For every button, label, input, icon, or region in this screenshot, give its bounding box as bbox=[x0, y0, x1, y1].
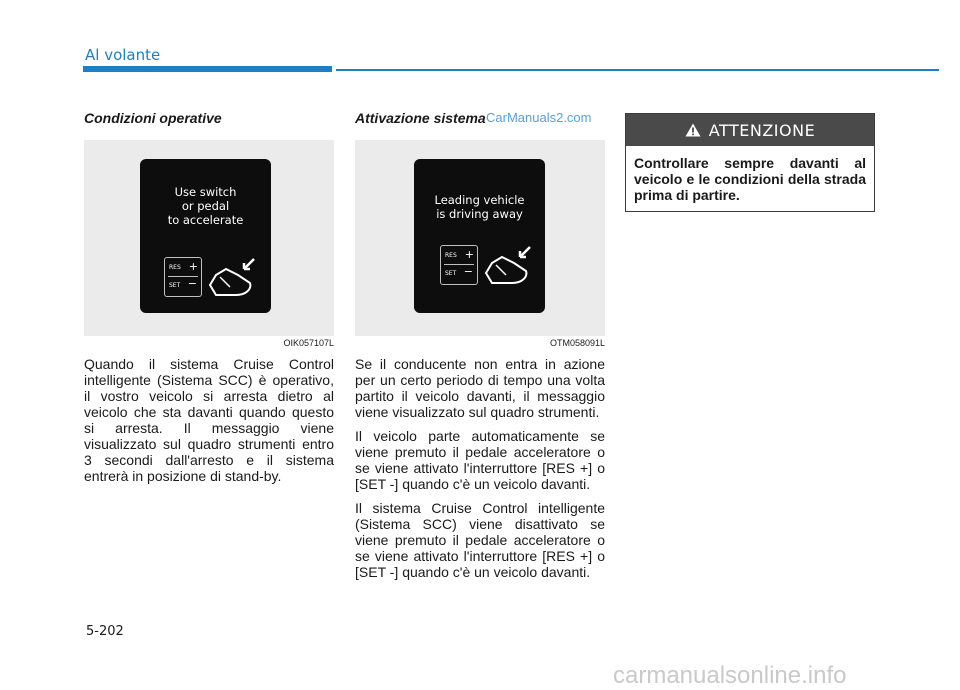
section-heading: Condizioni operative bbox=[84, 110, 222, 126]
page-number: 5-202 bbox=[86, 624, 124, 639]
body-paragraph: Il veicolo parte automaticamente se viene premuto il pedale acceleratore o se viene attivato l'interruttore [RES +] o [SET -] quando c'è un veicolo davanti. bbox=[355, 428, 605, 492]
section-heading: Attivazione sistema bbox=[355, 110, 486, 126]
cluster-display bbox=[140, 159, 271, 313]
header-rule-thin bbox=[336, 69, 939, 71]
switch-res-label: RES bbox=[169, 264, 181, 271]
foot-pedal-icon bbox=[482, 243, 538, 287]
body-paragraph: Quando il sistema Cruise Control intelligente (Sistema SCC) è operativo, il vostro veicolo si arresta dietro al veicolo che sta davanti quando questo si arresta. Il messaggio viene visualizzato sul quadro strumenti entro 3 secondi dall'arresto e il sistema entrerà in posizione di stand-by. bbox=[84, 356, 334, 484]
watermark-top: CarManuals2.com bbox=[486, 110, 592, 125]
figure-code: OTM058091L bbox=[549, 338, 605, 348]
figure-code: OIK057107L bbox=[283, 338, 334, 348]
display-message: Leading vehicle is driving away bbox=[434, 193, 525, 221]
switch-set-label: SET bbox=[169, 282, 181, 289]
cluster-display bbox=[414, 159, 545, 313]
middle-column bbox=[355, 110, 605, 588]
warning-triangle-icon bbox=[685, 123, 701, 137]
switch-plus-label: + bbox=[464, 248, 474, 261]
header-rule-thick bbox=[83, 66, 332, 72]
section-title: Al volante bbox=[85, 46, 161, 64]
watermark-bottom: carmanualsonline.info bbox=[613, 662, 847, 689]
switch-minus-label: − bbox=[463, 265, 473, 278]
display-message: Use switch or pedal to accelerate bbox=[167, 185, 244, 227]
attention-title: ATTENZIONE bbox=[708, 120, 816, 140]
attention-box bbox=[625, 113, 875, 212]
switch-set-label: SET bbox=[445, 270, 457, 277]
switch-minus-label: − bbox=[187, 277, 197, 290]
res-set-switch-icon bbox=[440, 245, 478, 285]
attention-text: Controllare sempre davanti al veicolo e le condizioni della strada prima di partire. bbox=[634, 155, 866, 203]
cluster-figure bbox=[84, 140, 334, 336]
attention-header bbox=[626, 114, 874, 146]
res-set-switch-icon bbox=[164, 257, 202, 297]
left-column bbox=[84, 110, 334, 492]
body-paragraph: Se il conducente non entra in azione per un certo periodo di tempo una volta partito il veicolo davanti, il messaggio viene visualizzato sul quadro strumenti. bbox=[355, 356, 605, 420]
switch-plus-label: + bbox=[188, 260, 198, 273]
cluster-figure bbox=[355, 140, 605, 336]
switch-res-label: RES bbox=[445, 252, 457, 259]
foot-pedal-icon bbox=[206, 255, 262, 299]
body-paragraph: Il sistema Cruise Control intelligente (Sistema SCC) viene disattivato se viene premuto il pedale acceleratore o se viene attivato l'interruttore [RES +] o [SET -] quando c'è un veicolo davanti. bbox=[355, 500, 605, 580]
